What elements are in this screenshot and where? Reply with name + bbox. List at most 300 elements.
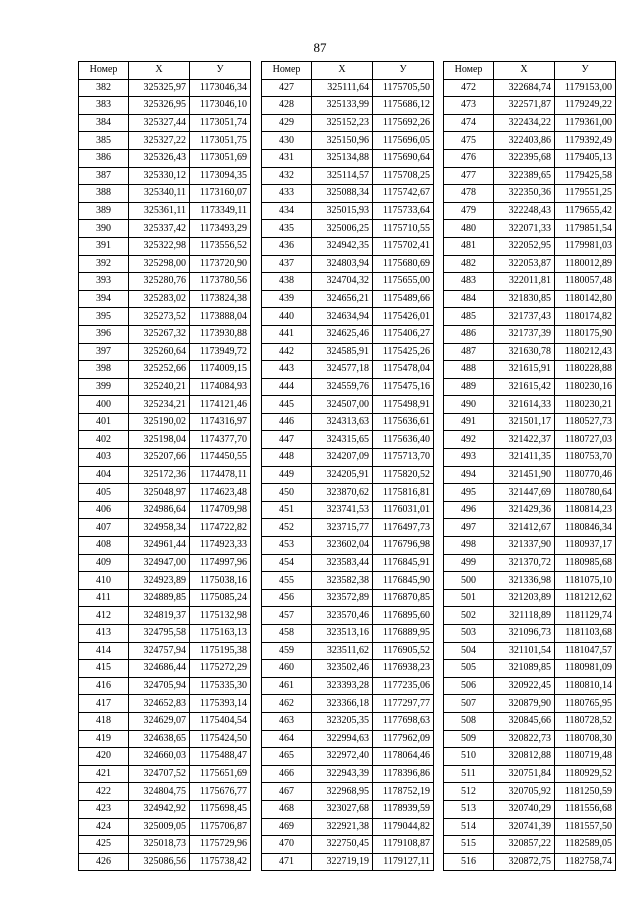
x-coordinate-cell: 321737,39 — [494, 325, 555, 343]
point-number-cell: 452 — [262, 519, 312, 537]
table-row — [262, 237, 434, 255]
x-coordinate-cell: 322389,65 — [494, 167, 555, 185]
point-number-cell: 463 — [262, 712, 312, 730]
y-coordinate-cell: 1180527,73 — [555, 413, 616, 431]
table-row — [262, 132, 434, 150]
y-coordinate-cell: 1173824,38 — [190, 290, 251, 308]
y-coordinate-cell: 1179153,00 — [555, 79, 616, 97]
table-row — [262, 202, 434, 220]
x-coordinate-cell: 324705,94 — [129, 677, 190, 695]
y-coordinate-cell: 1173051,69 — [190, 149, 251, 167]
table-row — [444, 783, 616, 801]
y-coordinate-cell: 1175733,64 — [373, 202, 434, 220]
x-coordinate-cell: 324889,85 — [129, 589, 190, 607]
x-coordinate-cell: 325280,76 — [129, 273, 190, 291]
y-coordinate-cell: 1173160,07 — [190, 185, 251, 203]
table-row — [79, 396, 251, 414]
y-coordinate-cell: 1175424,50 — [190, 730, 251, 748]
x-coordinate-cell: 325086,56 — [129, 853, 190, 871]
table-row — [79, 642, 251, 660]
table-row — [79, 660, 251, 678]
y-coordinate-cell: 1180780,64 — [555, 484, 616, 502]
y-coordinate-cell: 1175163,13 — [190, 625, 251, 643]
y-coordinate-cell: 1180175,90 — [555, 325, 616, 343]
point-number-cell: 459 — [262, 642, 312, 660]
y-coordinate-cell: 1177698,63 — [373, 712, 434, 730]
point-number-cell: 426 — [79, 853, 129, 871]
x-coordinate-cell: 325150,96 — [312, 132, 373, 150]
point-number-cell: 450 — [262, 484, 312, 502]
y-coordinate-cell: 1175705,50 — [373, 79, 434, 97]
table-row — [444, 255, 616, 273]
x-coordinate-cell: 320872,75 — [494, 853, 555, 871]
point-number-cell: 385 — [79, 132, 129, 150]
x-coordinate-cell: 323583,44 — [312, 554, 373, 572]
y-coordinate-cell: 1180846,34 — [555, 519, 616, 537]
y-coordinate-cell: 1175651,69 — [190, 765, 251, 783]
y-coordinate-cell: 1173556,52 — [190, 237, 251, 255]
table-row — [79, 220, 251, 238]
x-coordinate-cell: 321370,72 — [494, 554, 555, 572]
point-number-cell: 439 — [262, 290, 312, 308]
x-coordinate-cell: 324660,03 — [129, 748, 190, 766]
y-coordinate-cell: 1174121,46 — [190, 396, 251, 414]
y-coordinate-cell: 1174478,11 — [190, 466, 251, 484]
x-coordinate-cell: 323513,16 — [312, 625, 373, 643]
y-coordinate-cell: 1175816,81 — [373, 484, 434, 502]
x-coordinate-cell: 325009,05 — [129, 818, 190, 836]
y-coordinate-cell: 1175702,41 — [373, 237, 434, 255]
point-number-cell: 395 — [79, 308, 129, 326]
y-coordinate-cell: 1175708,25 — [373, 167, 434, 185]
x-coordinate-cell: 324947,00 — [129, 554, 190, 572]
point-number-cell: 497 — [444, 519, 494, 537]
y-coordinate-cell: 1177962,09 — [373, 730, 434, 748]
x-coordinate-cell: 324819,37 — [129, 607, 190, 625]
y-coordinate-cell: 1179551,25 — [555, 185, 616, 203]
x-coordinate-cell: 325018,73 — [129, 836, 190, 854]
table-row — [262, 660, 434, 678]
y-coordinate-cell: 1176845,90 — [373, 572, 434, 590]
header-x: X — [129, 62, 190, 80]
point-number-cell: 400 — [79, 396, 129, 414]
y-coordinate-cell: 1179392,49 — [555, 132, 616, 150]
point-number-cell: 440 — [262, 308, 312, 326]
y-coordinate-cell: 1176497,73 — [373, 519, 434, 537]
x-coordinate-cell: 324803,94 — [312, 255, 373, 273]
y-coordinate-cell: 1175478,04 — [373, 361, 434, 379]
point-number-cell: 444 — [262, 378, 312, 396]
table-row — [79, 712, 251, 730]
table-row — [444, 220, 616, 238]
x-coordinate-cell: 323870,62 — [312, 484, 373, 502]
table-row — [79, 273, 251, 291]
x-coordinate-cell: 325361,11 — [129, 202, 190, 220]
table-row — [79, 537, 251, 555]
table-row — [262, 255, 434, 273]
table-row — [262, 79, 434, 97]
x-coordinate-cell: 321089,85 — [494, 660, 555, 678]
y-coordinate-cell: 1173930,88 — [190, 325, 251, 343]
table-row — [262, 220, 434, 238]
point-number-cell: 449 — [262, 466, 312, 484]
point-number-cell: 447 — [262, 431, 312, 449]
point-number-cell: 419 — [79, 730, 129, 748]
x-coordinate-cell: 322071,33 — [494, 220, 555, 238]
x-coordinate-cell: 325133,99 — [312, 97, 373, 115]
y-coordinate-cell: 1180981,09 — [555, 660, 616, 678]
point-number-cell: 461 — [262, 677, 312, 695]
table-row — [79, 800, 251, 818]
x-coordinate-cell: 325267,32 — [129, 325, 190, 343]
x-coordinate-cell: 321737,43 — [494, 308, 555, 326]
point-number-cell: 393 — [79, 273, 129, 291]
table-row — [444, 748, 616, 766]
table-row — [444, 836, 616, 854]
x-coordinate-cell: 324629,07 — [129, 712, 190, 730]
point-number-cell: 466 — [262, 765, 312, 783]
point-number-cell: 438 — [262, 273, 312, 291]
point-number-cell: 384 — [79, 114, 129, 132]
y-coordinate-cell: 1174997,96 — [190, 554, 251, 572]
point-number-cell: 495 — [444, 484, 494, 502]
table-row — [79, 484, 251, 502]
table-row — [444, 677, 616, 695]
y-coordinate-cell: 1179425,58 — [555, 167, 616, 185]
x-coordinate-cell: 324707,52 — [129, 765, 190, 783]
x-coordinate-cell: 321501,17 — [494, 413, 555, 431]
x-coordinate-cell: 325252,66 — [129, 361, 190, 379]
y-coordinate-cell: 1175692,26 — [373, 114, 434, 132]
point-number-cell: 437 — [262, 255, 312, 273]
y-coordinate-cell: 1173051,75 — [190, 132, 251, 150]
x-coordinate-cell: 324313,63 — [312, 413, 373, 431]
point-number-cell: 458 — [262, 625, 312, 643]
point-number-cell: 486 — [444, 325, 494, 343]
table-row — [262, 378, 434, 396]
page-number: 87 — [313, 40, 327, 55]
table-row — [79, 466, 251, 484]
x-coordinate-cell: 325327,22 — [129, 132, 190, 150]
x-coordinate-cell: 324652,83 — [129, 695, 190, 713]
table-row — [444, 484, 616, 502]
y-coordinate-cell: 1174316,97 — [190, 413, 251, 431]
point-number-cell: 453 — [262, 537, 312, 555]
x-coordinate-cell: 325088,34 — [312, 185, 373, 203]
point-number-cell: 493 — [444, 449, 494, 467]
table-row — [79, 132, 251, 150]
x-coordinate-cell: 325234,21 — [129, 396, 190, 414]
table-row — [262, 361, 434, 379]
point-number-cell: 509 — [444, 730, 494, 748]
y-coordinate-cell: 1175489,66 — [373, 290, 434, 308]
y-coordinate-cell: 1175085,24 — [190, 589, 251, 607]
x-coordinate-cell: 325152,23 — [312, 114, 373, 132]
y-coordinate-cell: 1178752,19 — [373, 783, 434, 801]
y-coordinate-cell: 1180012,89 — [555, 255, 616, 273]
table-row — [444, 185, 616, 203]
y-coordinate-cell: 1180728,52 — [555, 712, 616, 730]
y-coordinate-cell: 1181250,59 — [555, 783, 616, 801]
table-row — [444, 273, 616, 291]
table-header-row — [262, 62, 434, 80]
x-coordinate-cell: 324961,44 — [129, 537, 190, 555]
x-coordinate-cell: 324757,94 — [129, 642, 190, 660]
table-row — [444, 431, 616, 449]
table-row — [262, 695, 434, 713]
y-coordinate-cell: 1180929,52 — [555, 765, 616, 783]
table-row — [444, 572, 616, 590]
y-coordinate-cell: 1173051,74 — [190, 114, 251, 132]
table-row — [262, 589, 434, 607]
table-row — [444, 290, 616, 308]
point-number-cell: 504 — [444, 642, 494, 660]
header-number: Номер — [444, 62, 494, 80]
table-row — [444, 202, 616, 220]
y-coordinate-cell: 1173720,90 — [190, 255, 251, 273]
table-row — [262, 748, 434, 766]
y-coordinate-cell: 1175404,54 — [190, 712, 251, 730]
point-number-cell: 401 — [79, 413, 129, 431]
x-coordinate-cell: 321412,67 — [494, 519, 555, 537]
x-coordinate-cell: 324315,65 — [312, 431, 373, 449]
x-coordinate-cell: 320822,73 — [494, 730, 555, 748]
table-row — [444, 378, 616, 396]
table-row — [79, 114, 251, 132]
x-coordinate-cell: 322053,87 — [494, 255, 555, 273]
y-coordinate-cell: 1176895,60 — [373, 607, 434, 625]
table-row — [79, 730, 251, 748]
x-coordinate-cell: 322248,43 — [494, 202, 555, 220]
table-row — [262, 712, 434, 730]
y-coordinate-cell: 1180230,16 — [555, 378, 616, 396]
point-number-cell: 407 — [79, 519, 129, 537]
point-number-cell: 473 — [444, 97, 494, 115]
point-number-cell: 435 — [262, 220, 312, 238]
x-coordinate-cell: 324559,76 — [312, 378, 373, 396]
x-coordinate-cell: 324577,18 — [312, 361, 373, 379]
point-number-cell: 414 — [79, 642, 129, 660]
y-coordinate-cell: 1178939,59 — [373, 800, 434, 818]
y-coordinate-cell: 1173780,56 — [190, 273, 251, 291]
table-row — [79, 167, 251, 185]
table-row — [79, 149, 251, 167]
point-number-cell: 421 — [79, 765, 129, 783]
point-number-cell: 470 — [262, 836, 312, 854]
table-row — [444, 607, 616, 625]
y-coordinate-cell: 1175488,47 — [190, 748, 251, 766]
x-coordinate-cell: 322052,95 — [494, 237, 555, 255]
x-coordinate-cell: 325330,12 — [129, 167, 190, 185]
x-coordinate-cell: 324656,21 — [312, 290, 373, 308]
y-coordinate-cell: 1179249,22 — [555, 97, 616, 115]
y-coordinate-cell: 1180753,70 — [555, 449, 616, 467]
point-number-cell: 390 — [79, 220, 129, 238]
point-number-cell: 478 — [444, 185, 494, 203]
table-row — [262, 449, 434, 467]
x-coordinate-cell: 325190,02 — [129, 413, 190, 431]
table-row — [262, 519, 434, 537]
y-coordinate-cell: 1177235,06 — [373, 677, 434, 695]
point-number-cell: 489 — [444, 378, 494, 396]
point-number-cell: 480 — [444, 220, 494, 238]
y-coordinate-cell: 1180727,03 — [555, 431, 616, 449]
table-row — [262, 97, 434, 115]
point-number-cell: 446 — [262, 413, 312, 431]
table-row — [444, 695, 616, 713]
x-coordinate-cell: 321451,90 — [494, 466, 555, 484]
table-row — [79, 237, 251, 255]
x-coordinate-cell: 325207,66 — [129, 449, 190, 467]
point-number-cell: 467 — [262, 783, 312, 801]
x-coordinate-cell: 322571,87 — [494, 97, 555, 115]
point-number-cell: 404 — [79, 466, 129, 484]
y-coordinate-cell: 1182589,05 — [555, 836, 616, 854]
x-coordinate-cell: 325337,42 — [129, 220, 190, 238]
y-coordinate-cell: 1176870,85 — [373, 589, 434, 607]
table-row — [444, 537, 616, 555]
x-coordinate-cell: 323572,89 — [312, 589, 373, 607]
table-row — [79, 554, 251, 572]
x-coordinate-cell: 325048,97 — [129, 484, 190, 502]
table-row — [262, 783, 434, 801]
header-y: У — [555, 62, 616, 80]
y-coordinate-cell: 1181047,57 — [555, 642, 616, 660]
point-number-cell: 408 — [79, 537, 129, 555]
y-coordinate-cell: 1180770,46 — [555, 466, 616, 484]
point-number-cell: 448 — [262, 449, 312, 467]
y-coordinate-cell: 1175195,38 — [190, 642, 251, 660]
table-row — [79, 343, 251, 361]
header-y: У — [190, 62, 251, 80]
x-coordinate-cell: 325172,36 — [129, 466, 190, 484]
table-row — [444, 343, 616, 361]
x-coordinate-cell: 325298,00 — [129, 255, 190, 273]
y-coordinate-cell: 1175272,29 — [190, 660, 251, 678]
table-row — [79, 185, 251, 203]
x-coordinate-cell: 322350,36 — [494, 185, 555, 203]
table-row — [79, 853, 251, 871]
table-row — [79, 748, 251, 766]
point-number-cell: 417 — [79, 695, 129, 713]
x-coordinate-cell: 323393,28 — [312, 677, 373, 695]
x-coordinate-cell: 322403,86 — [494, 132, 555, 150]
point-number-cell: 506 — [444, 677, 494, 695]
x-coordinate-cell: 320857,22 — [494, 836, 555, 854]
y-coordinate-cell: 1173493,29 — [190, 220, 251, 238]
point-number-cell: 465 — [262, 748, 312, 766]
y-coordinate-cell: 1181557,50 — [555, 818, 616, 836]
x-coordinate-cell: 321336,98 — [494, 572, 555, 590]
y-coordinate-cell: 1180765,95 — [555, 695, 616, 713]
point-number-cell: 505 — [444, 660, 494, 678]
table-row — [262, 343, 434, 361]
table-row — [444, 167, 616, 185]
point-number-cell: 485 — [444, 308, 494, 326]
point-number-cell: 507 — [444, 695, 494, 713]
point-number-cell: 402 — [79, 431, 129, 449]
x-coordinate-cell: 321203,89 — [494, 589, 555, 607]
point-number-cell: 468 — [262, 800, 312, 818]
table-row — [262, 572, 434, 590]
table-header-row — [444, 62, 616, 80]
x-coordinate-cell: 324942,92 — [129, 800, 190, 818]
x-coordinate-cell: 323027,68 — [312, 800, 373, 818]
y-coordinate-cell: 1173046,34 — [190, 79, 251, 97]
point-number-cell: 410 — [79, 572, 129, 590]
x-coordinate-cell: 324804,75 — [129, 783, 190, 801]
y-coordinate-cell: 1175729,96 — [190, 836, 251, 854]
x-coordinate-cell: 324942,35 — [312, 237, 373, 255]
x-coordinate-cell: 325006,25 — [312, 220, 373, 238]
x-coordinate-cell: 320812,88 — [494, 748, 555, 766]
point-number-cell: 490 — [444, 396, 494, 414]
x-coordinate-cell: 325111,64 — [312, 79, 373, 97]
x-coordinate-cell: 322719,19 — [312, 853, 373, 871]
header-x: X — [312, 62, 373, 80]
table-row — [79, 202, 251, 220]
table-row — [444, 625, 616, 643]
table-row — [79, 589, 251, 607]
point-number-cell: 479 — [444, 202, 494, 220]
x-coordinate-cell: 324795,58 — [129, 625, 190, 643]
table-row — [79, 325, 251, 343]
point-number-cell: 477 — [444, 167, 494, 185]
point-number-cell: 462 — [262, 695, 312, 713]
x-coordinate-cell: 322943,39 — [312, 765, 373, 783]
y-coordinate-cell: 1180719,48 — [555, 748, 616, 766]
table-row — [79, 677, 251, 695]
y-coordinate-cell: 1180814,23 — [555, 501, 616, 519]
point-number-cell: 512 — [444, 783, 494, 801]
point-number-cell: 471 — [262, 853, 312, 871]
header-x: X — [494, 62, 555, 80]
point-number-cell: 383 — [79, 97, 129, 115]
point-number-cell: 482 — [444, 255, 494, 273]
point-number-cell: 501 — [444, 589, 494, 607]
table-row — [79, 431, 251, 449]
x-coordinate-cell: 324585,91 — [312, 343, 373, 361]
x-coordinate-cell: 325283,02 — [129, 290, 190, 308]
table-row — [262, 149, 434, 167]
table-row — [444, 97, 616, 115]
y-coordinate-cell: 1173046,10 — [190, 97, 251, 115]
point-number-cell: 456 — [262, 589, 312, 607]
table-row — [262, 185, 434, 203]
y-coordinate-cell: 1175742,67 — [373, 185, 434, 203]
table-row — [79, 361, 251, 379]
table-row — [79, 818, 251, 836]
point-number-cell: 445 — [262, 396, 312, 414]
point-number-cell: 382 — [79, 79, 129, 97]
y-coordinate-cell: 1175676,77 — [190, 783, 251, 801]
x-coordinate-cell: 324634,94 — [312, 308, 373, 326]
x-coordinate-cell: 321614,33 — [494, 396, 555, 414]
table-row — [262, 167, 434, 185]
table-row — [262, 818, 434, 836]
point-number-cell: 418 — [79, 712, 129, 730]
y-coordinate-cell: 1175820,52 — [373, 466, 434, 484]
table-row — [262, 853, 434, 871]
y-coordinate-cell: 1175425,26 — [373, 343, 434, 361]
y-coordinate-cell: 1181129,74 — [555, 607, 616, 625]
y-coordinate-cell: 1180212,43 — [555, 343, 616, 361]
y-coordinate-cell: 1175475,16 — [373, 378, 434, 396]
point-number-cell: 389 — [79, 202, 129, 220]
x-coordinate-cell: 322684,74 — [494, 79, 555, 97]
y-coordinate-cell: 1176796,98 — [373, 537, 434, 555]
x-coordinate-cell: 324205,91 — [312, 466, 373, 484]
